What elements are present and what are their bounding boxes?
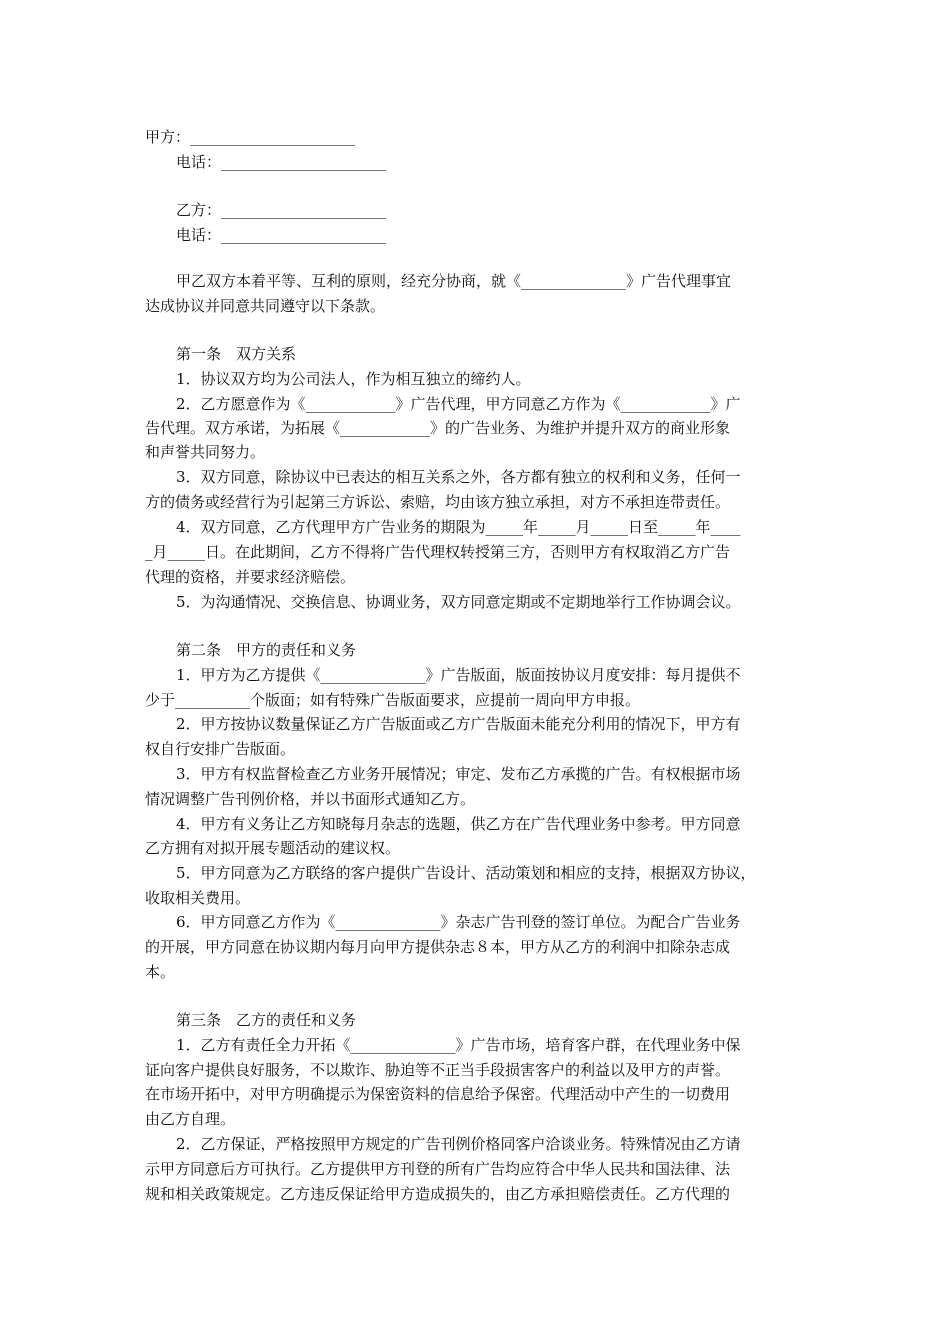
clause-line: 的开展，甲方同意在协议期内每月向甲方提供杂志８本，甲方从乙方的利润中扣除杂志成 <box>145 938 731 956</box>
clause-line: 1．协议双方均为公司法人，作为相互独立的缔约人。 <box>176 370 531 388</box>
article-title: 第二条 甲方的责任和义务 <box>176 641 357 659</box>
party-b-line: 乙方：______________________ <box>176 201 387 219</box>
clause-line: 3．甲方有权监督检查乙方业务开展情况；审定、发布乙方承揽的广告。有权根据市场 <box>176 765 741 783</box>
clause-line: 在市场开拓中，对甲方明确提示为保密资料的信息给予保密。代理活动中产生的一切费用 <box>145 1085 731 1103</box>
article-title: 第三条 乙方的责任和义务 <box>176 1011 357 1029</box>
clause-line: 5．为沟通情况、交换信息、协调业务，双方同意定期或不定期地举行工作协调会议。 <box>176 593 741 611</box>
clause-line: 2．乙方愿意作为《____________》广告代理，甲方同意乙方作为《____________》广 <box>176 395 741 413</box>
clause-line: 2．甲方按协议数量保证乙方广告版面或乙方广告版面未能充分利用的情况下，甲方有 <box>176 715 741 733</box>
clause-line: 4．甲方有义务让乙方知晓每月杂志的选题，供乙方在广告代理业务中参考。甲方同意 <box>176 815 741 833</box>
intro-line: 甲乙双方本着平等、互利的原则，经充分协商，就《______________》广告代理事宜 <box>176 272 732 290</box>
clause-line: 规和相关政策规定。乙方违反保证给甲方造成损失的，由乙方承担赔偿责任。乙方代理的 <box>145 1185 731 1203</box>
clause-line: 收取相关费用。 <box>145 889 251 907</box>
clause-line: 由乙方自理。 <box>145 1110 236 1128</box>
clause-line: 少于__________个版面；如有特殊广告版面要求，应提前一周向甲方申报。 <box>145 691 641 709</box>
clause-line: 示甲方同意后方可执行。乙方提供甲方刊登的所有广告均应符合中华人民共和国法律、法 <box>145 1160 731 1178</box>
party-a-line: 甲方：______________________ <box>145 128 356 146</box>
clause-line: 乙方拥有对拟开展专题活动的建议权。 <box>145 839 401 857</box>
clause-line: 情况调整广告刊例价格，并以书面形式通知乙方。 <box>145 790 476 808</box>
intro-line: 达成协议并同意共同遵守以下条款。 <box>145 297 386 315</box>
clause-line: 代理的资格，并要求经济赔偿。 <box>145 568 356 586</box>
clause-line: 方的债务或经营行为引起第三方诉讼、索赔，均由该方独立承担，对方不承担连带责任。 <box>145 493 731 511</box>
clause-line: 权自行安排广告版面。 <box>145 740 296 758</box>
clause-line: 3．双方同意，除协议中已表达的相互关系之外，各方都有独立的权利和义务，任何一 <box>176 468 741 486</box>
clause-line: 证向客户提供良好服务，不以欺诈、胁迫等不正当手段损害客户的利益以及甲方的声誉。 <box>145 1061 731 1079</box>
clause-line: 告代理。双方承诺，为拓展《____________》的广告业务、为维护并提升双方的商业形象 <box>145 419 731 437</box>
clause-line: 5．甲方同意为乙方联络的客户提供广告设计、活动策划和相应的支持，根据双方协议， <box>176 864 756 882</box>
phone-b-line: 电话：______________________ <box>176 226 387 244</box>
clause-line: 6．甲方同意乙方作为《______________》杂志广告刊登的签订单位。为配合广告业务 <box>176 913 741 931</box>
clause-line: 1．乙方有责任全力开拓《______________》广告市场，培育客户群，在代理业务中保 <box>176 1036 741 1054</box>
clause-line: 4．双方同意，乙方代理甲方广告业务的期限为_____年_____月_____日至_____年____ <box>176 518 741 536</box>
clause-line: 本。 <box>145 963 176 981</box>
clause-line: 1．甲方为乙方提供《______________》广告版面，版面按协议月度安排：每月提供不 <box>176 666 741 684</box>
article-title: 第一条 双方关系 <box>176 345 297 363</box>
clause-line: 和声誉共同努力。 <box>145 443 266 461</box>
clause-line: 2．乙方保证，严格按照甲方规定的广告刊例价格同客户洽谈业务。特殊情况由乙方请 <box>176 1135 741 1153</box>
phone-a-line: 电话：______________________ <box>176 153 387 171</box>
clause-line: _月_____日。在此期间，乙方不得将广告代理权转授第三方，否则甲方有权取消乙方广告 <box>145 543 731 561</box>
